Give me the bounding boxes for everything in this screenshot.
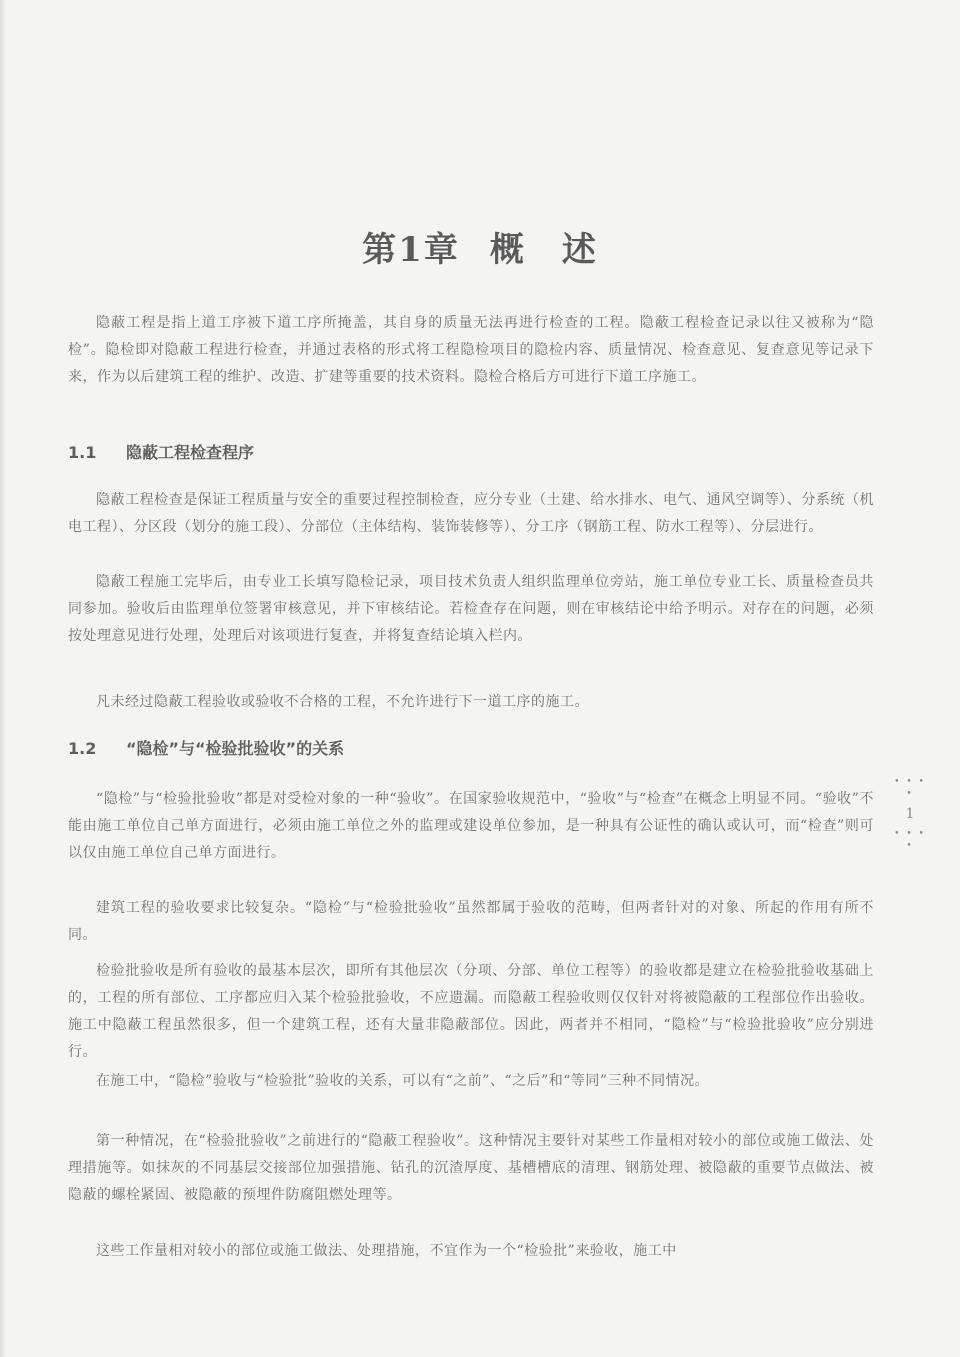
section-title: 隐蔽工程检查程序 <box>126 443 255 462</box>
paragraph: 在施工中，“隐检”验收与“检验批”验收的关系，可以有“之前”、“之后”和“等同”三种不同情况。 <box>96 1073 710 1089</box>
paragraph: 这些工作量相对较小的部位或施工做法、处理措施，不宜作为一个“检验批”来验收，施工中 <box>96 1243 677 1259</box>
chapter-title <box>0 222 960 271</box>
scan-edge-shadow <box>0 0 6 1357</box>
paragraph: 隐蔽工程施工完毕后，由专业工长填写隐检记录，项目技术负责人组织监理单位旁站，施工单位专业工长、质量检查员共同参加。验收后由监理单位签署审核意见，并下审核结论。若检查存在问题，则在审核结论中给予明示。对存在的问题，必须按处理意见进行处理，处理后对该项进行复查，并将复查结论填入栏内。 <box>68 574 874 644</box>
chapter-number: 第1章 <box>362 230 460 270</box>
paragraph: 建筑工程的验收要求比较复杂。“隐检”与“检验批验收”虽然都属于验收的范畴，但两者针对的对象、所起的作用有所不同。 <box>68 900 874 943</box>
paragraph: 凡未经过隐蔽工程验收或验收不合格的工程，不允许进行下一道工序的施工。 <box>96 694 589 710</box>
paragraph: 第一种情况，在“检验批验收”之前进行的“隐蔽工程验收”。这种情况主要针对某些工作量相对较小的部位或施工做法、处理措施等。如抹灰的不同基层交接部位加强措施、钻孔的沉渣厚度、基槽槽底的清理、钢筋处理、被隐蔽的重要节点做法、被隐蔽的螺栓紧固、被隐蔽的预埋件防腐阻燃处理等。 <box>68 1133 874 1203</box>
page-number-marker <box>892 776 928 852</box>
paragraph: 检验批验收是所有验收的最基本层次，即所有其他层次（分项、分部、单位工程等）的验收都是建立在检验批验收基础上的，工程的所有部位、工序都应归入某个检验批验收，不应遗漏。而隐蔽工程验收则仅仅针对将被隐蔽的工程部位作出验收。施工中隐蔽工程虽然很多，但一个建筑工程，还有大量非隐蔽部位。因此，两者并不相同，“隐检”与“检验批验收”应分别进行。 <box>68 963 874 1060</box>
page-marker-dots-top: • • • • <box>894 777 926 799</box>
paragraph: 隐蔽工程检查是保证工程质量与安全的重要过程控制检查，应分专业（土建、给水排水、电气、通风空调等）、分系统（机电工程）、分区段（划分的施工段）、分部位（主体结构、装饰装修等）、分工序（钢筋工程、防水工程等）、分层进行。 <box>68 492 874 535</box>
paragraph: “隐检”与“检验批验收”都是对受检对象的一种“验收”。在国家验收规范中，“验收”与“检查”在概念上明显不同。“验收”不能由施工单位自己单方面进行，必须由施工单位之外的监理或建设单位参加，是一种具有公证性的确认或认可，而“检查”则可以仅由施工单位自己单方面进行。 <box>68 791 874 861</box>
section-title: “隐检”与“检验批验收”的关系 <box>126 739 345 758</box>
page-number: 1 <box>905 806 915 822</box>
chapter-name: 概 述 <box>489 230 598 270</box>
section-heading-1-1 <box>68 440 874 463</box>
section-number: 1.1 <box>68 443 97 462</box>
page-marker-dots-bottom: • • • • <box>894 829 926 851</box>
section-heading-1-2 <box>68 736 874 759</box>
intro-paragraph: 隐蔽工程是指上道工序被下道工序所掩盖，其自身的质量无法再进行检查的工程。隐蔽工程检查记录以往又被称为“隐检”。隐检即对隐蔽工程进行检查，并通过表格的形式将工程隐检项目的隐检内容、质量情况、检查意见、复查意见等记录下来，作为以后建筑工程的维护、改造、扩建等重要的技术资料。隐检合格后方可进行下道工序施工。 <box>68 315 874 385</box>
section-number: 1.2 <box>68 739 97 758</box>
